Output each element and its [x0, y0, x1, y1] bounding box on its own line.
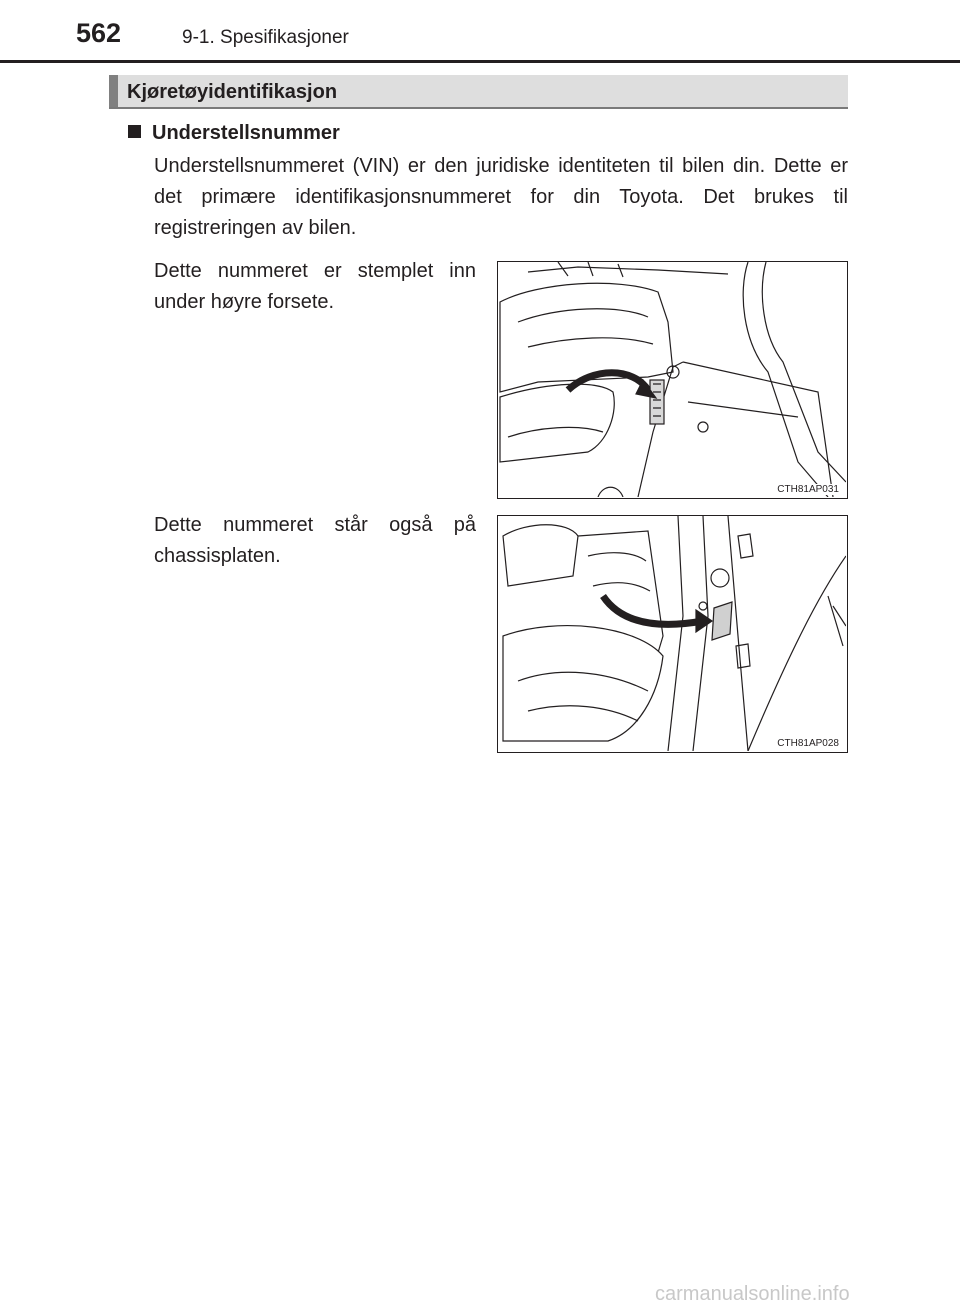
figure-1-text: Dette nummeret er stemplet inn under høyre forsete.: [154, 260, 476, 313]
figure-1-code: CTH81AP031: [777, 484, 839, 495]
section-header: 9-1. Spesifikasjoner: [182, 27, 349, 48]
page-title: Kjøretøyidentifikasjon: [127, 81, 338, 103]
title-rule: [109, 107, 848, 109]
figure-2-text: Dette nummeret står også på chassisplaten.: [154, 514, 476, 567]
figure-2-code: CTH81AP028: [777, 738, 839, 749]
figure-1: [497, 261, 848, 499]
main-paragraph: Understellsnummeret (VIN) er den juridiske identiteten til bilen din. Dette er det primære identifikasjonsnummeret for din Toyota. Det brukes til registreringen av bilen.: [154, 155, 848, 239]
header-rule: [0, 60, 960, 63]
title-bar: [109, 75, 848, 109]
page-number: 562: [76, 18, 122, 48]
figure-2: [497, 515, 848, 753]
watermark: carmanualsonline.info: [655, 1283, 850, 1305]
subheading-text: Understellsnummer: [152, 122, 340, 144]
seat-underside-illustration: [498, 262, 846, 497]
square-bullet-icon: [128, 125, 141, 138]
door-pillar-illustration: [498, 516, 846, 751]
title-accent: [109, 75, 118, 109]
subheading: [128, 122, 340, 145]
